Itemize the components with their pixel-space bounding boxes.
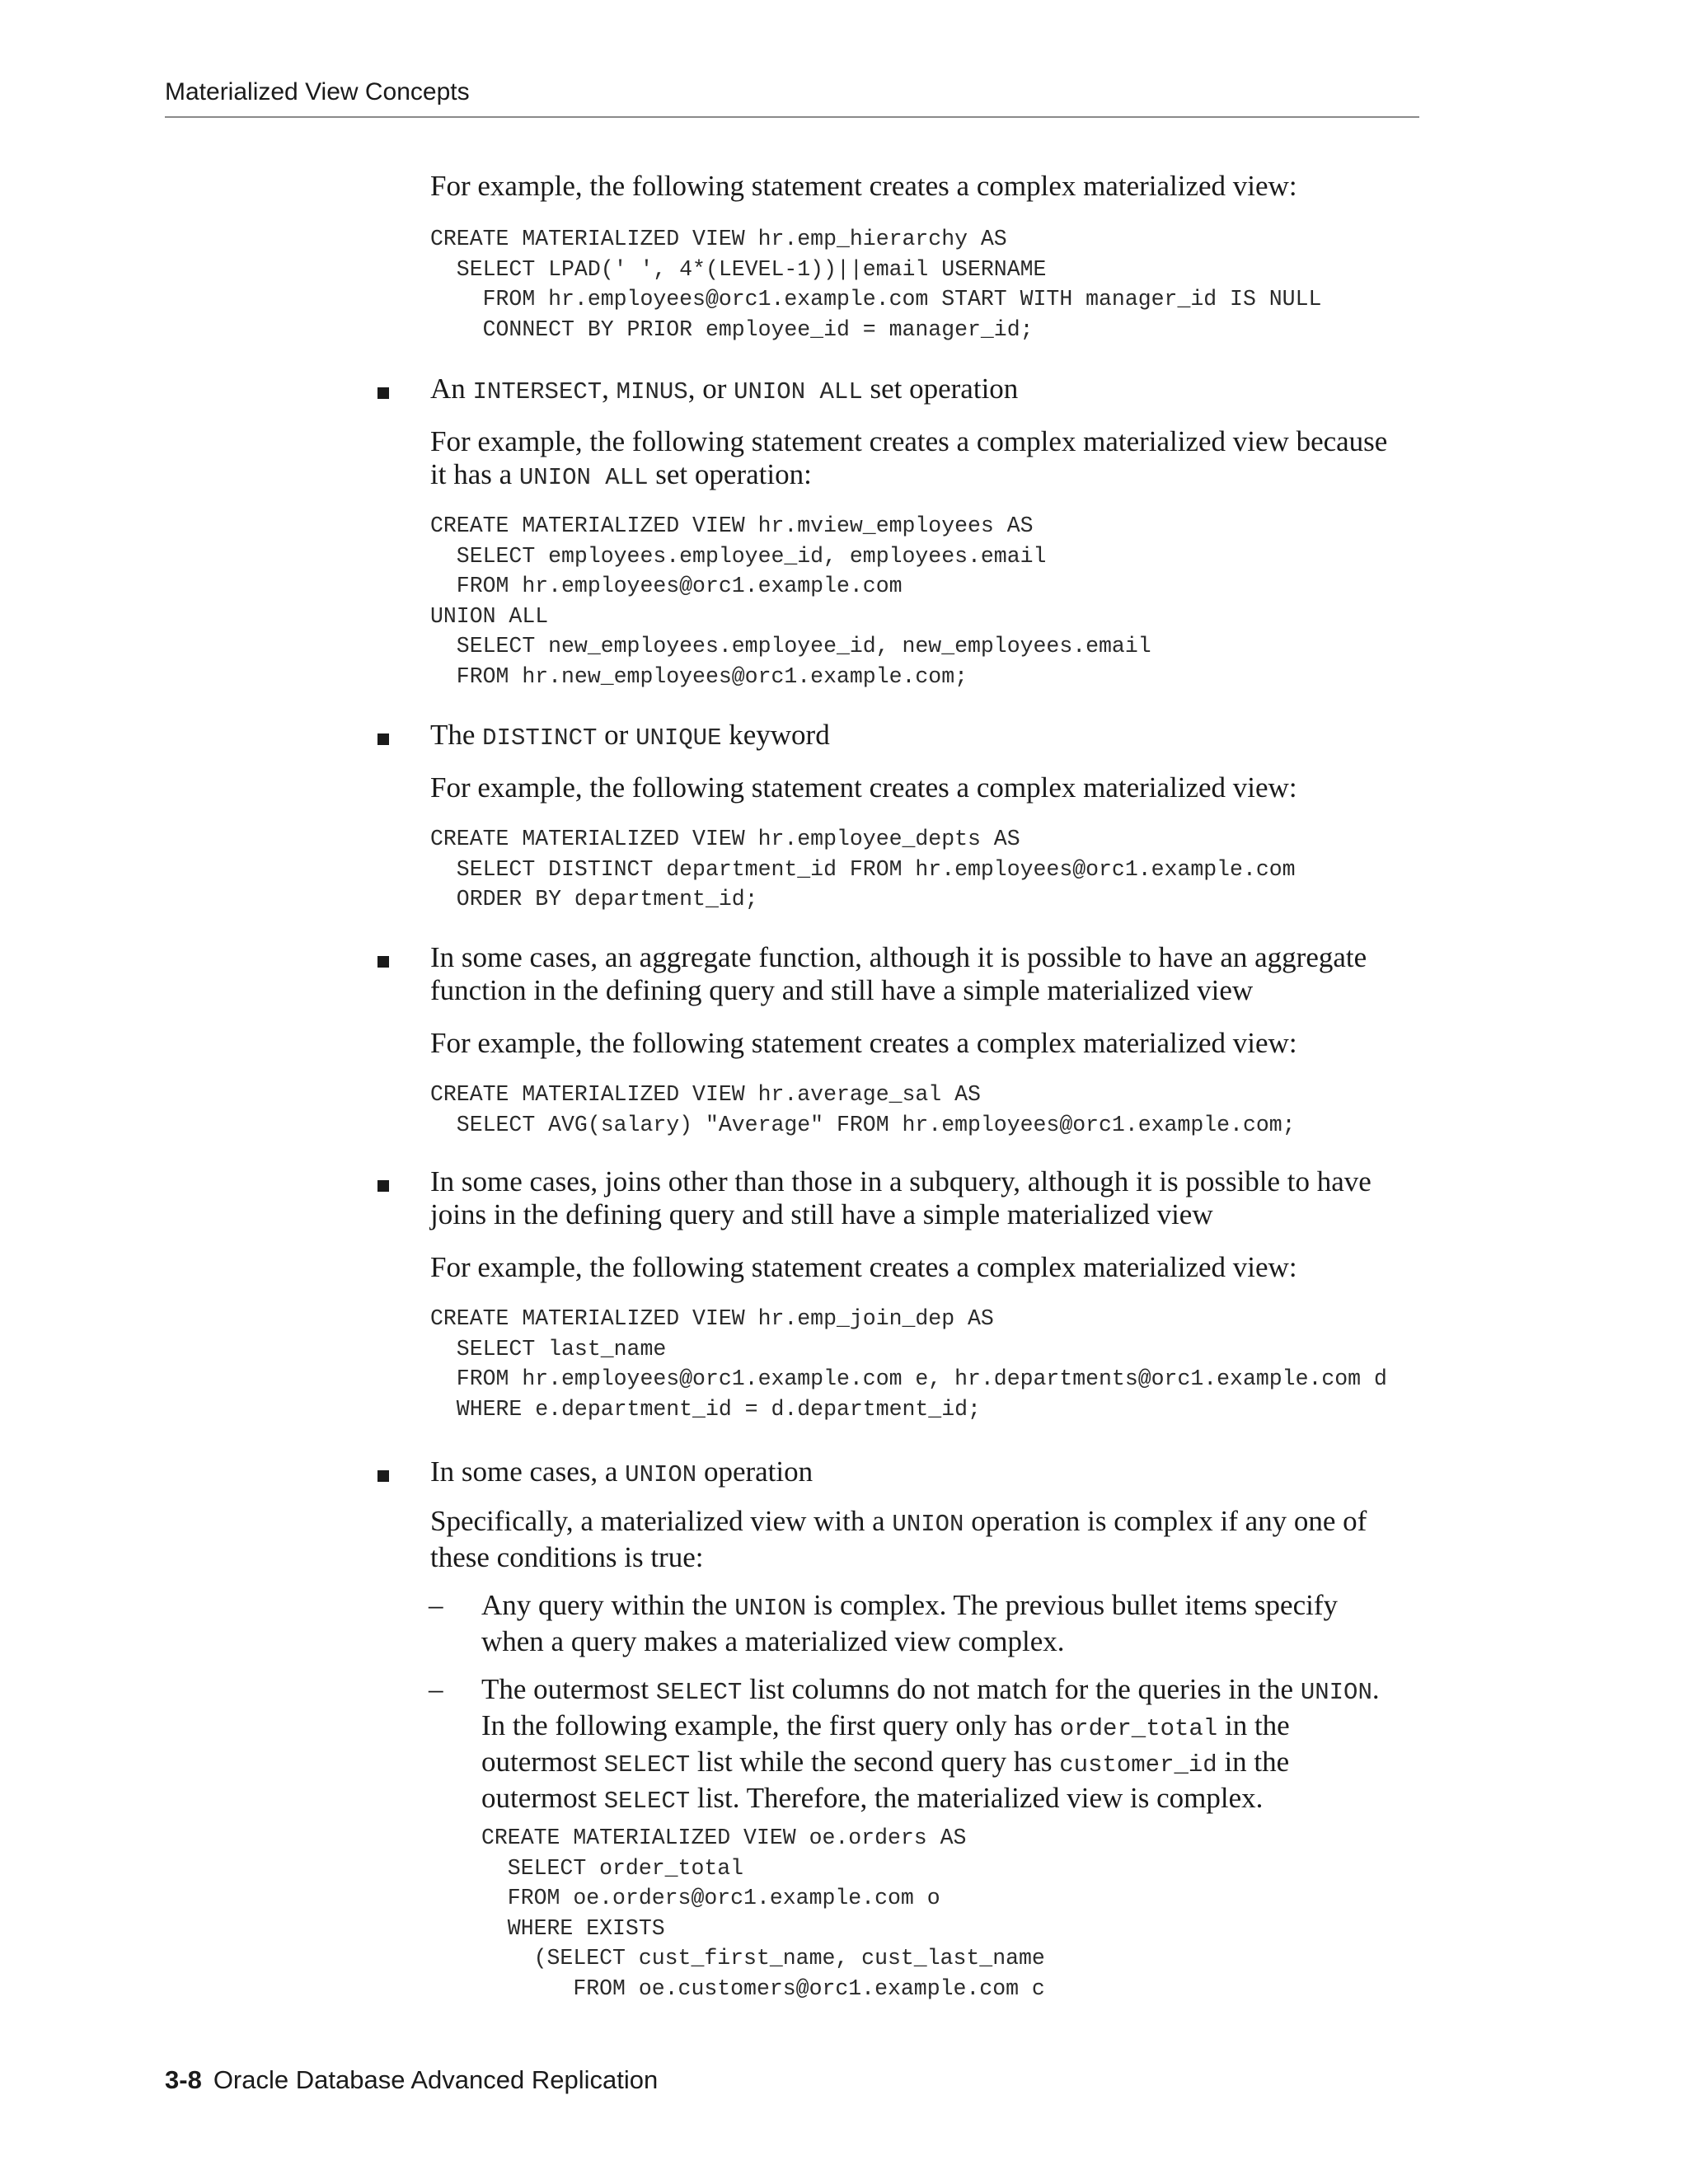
- running-header-title: Materialized View Concepts: [165, 78, 470, 105]
- condition-complex-query: Any query within the UNION is complex. The previous bullet items specify when a query makes a materialized view complex.: [481, 1589, 1338, 1657]
- bullet-marker: [377, 387, 389, 399]
- bullet-marker: [377, 1470, 389, 1482]
- book-title: Oracle Database Advanced Replication: [213, 2065, 659, 2094]
- bullet-marker: [377, 956, 389, 968]
- bullet-aggregate-function: In some cases, an aggregate function, although it is possible to have an aggregate function in the defining query and still have a simple materialized view: [430, 941, 1367, 1006]
- bullet-marker: [377, 1180, 389, 1192]
- dash-marker: –: [429, 1589, 443, 1621]
- page-number: 3-8: [165, 2065, 202, 2094]
- intro-paragraph: For example, the following statement creates a complex materialized view:: [430, 170, 1297, 202]
- union-conditions-paragraph: Specifically, a materialized view with a UNION operation is complex if any one of these conditions is true:: [430, 1505, 1367, 1573]
- page-footer: [165, 2065, 658, 2095]
- code-example-average-sal: CREATE MATERIALIZED VIEW hr.average_sal AS SELECT AVG(salary) "Average" FROM hr.employees@orc1.example.com;: [430, 1082, 1296, 1137]
- page-header: [165, 74, 1419, 118]
- dash-marker: –: [429, 1673, 443, 1705]
- code-example-oe-orders: CREATE MATERIALIZED VIEW oe.orders AS SELECT order_total FROM oe.orders@orc1.example.com o WHERE EXISTS (SELECT cust_first_name, cust_last_name FROM oe.customers@orc1.example.com c: [481, 1825, 1045, 2001]
- bullet-joins: In some cases, joins other than those in a subquery, although it is possible to have joins in the defining query and still have a simple materialized view: [430, 1165, 1372, 1230]
- code-example-employee-depts: CREATE MATERIALIZED VIEW hr.employee_depts AS SELECT DISTINCT department_id FROM hr.employees@orc1.example.com ORDER BY department_id;: [430, 827, 1296, 912]
- bullet-set-operation: An INTERSECT, MINUS, or UNION ALL set operation: [430, 373, 1019, 405]
- code-example-emp-join-dep: CREATE MATERIALIZED VIEW hr.emp_join_dep AS SELECT last_name FROM hr.employees@orc1.example.com e, hr.departments@orc1.example.com d WHERE e.department_id = d.department_id;: [430, 1306, 1387, 1422]
- bullet-union-operation: In some cases, a UNION operation: [430, 1455, 814, 1488]
- condition-select-list-mismatch: The outermost SELECT list columns do not match for the queries in the UNION. In the following example, the first query only has order_total in the outermost SELECT list while the second query has customer_id in the outermost SELECT list. Therefore, the materialized view is complex.: [481, 1673, 1380, 1815]
- example-distinct-paragraph: For example, the following statement creates a complex materialized view:: [430, 771, 1297, 804]
- example-aggregate-paragraph: For example, the following statement creates a complex materialized view:: [430, 1027, 1297, 1059]
- example-joins-paragraph: For example, the following statement creates a complex materialized view:: [430, 1251, 1297, 1283]
- bullet-marker: [377, 733, 389, 745]
- code-example-emp-hierarchy: CREATE MATERIALIZED VIEW hr.emp_hierarchy AS SELECT LPAD(' ', 4*(LEVEL-1))||email USERNAME FROM hr.employees@orc1.example.com START WITH manager_id IS NULL CONNECT BY PRIOR employee_id = manager_id;: [430, 227, 1322, 342]
- bullet-distinct-unique: The DISTINCT or UNIQUE keyword: [430, 719, 830, 752]
- example-union-all-paragraph: For example, the following statement creates a complex materialized view because it has a UNION ALL set operation:: [430, 425, 1388, 491]
- code-example-mview-employees: CREATE MATERIALIZED VIEW hr.mview_employees AS SELECT employees.employee_id, employees.email FROM hr.employees@orc1.example.com UNION ALL SELECT new_employees.employee_id, new_employees.email FROM hr.new_employees@orc1.example.com;: [430, 513, 1151, 689]
